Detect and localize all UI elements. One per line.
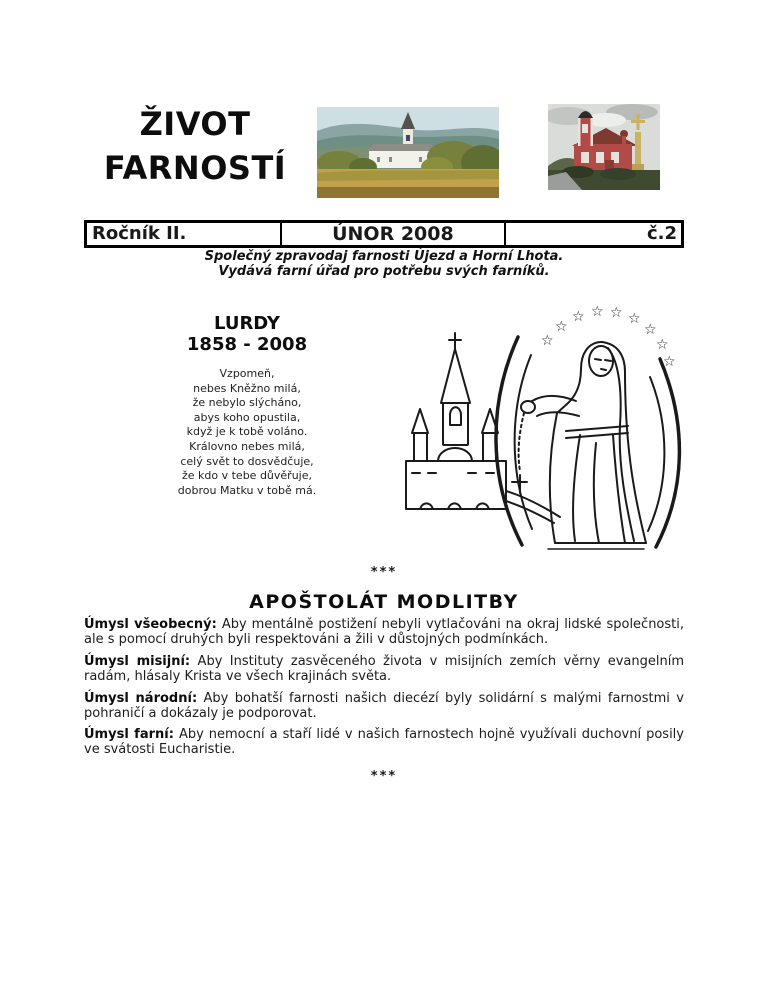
intention-label: Úmysl misijní: xyxy=(84,653,191,669)
intention-text: Aby Instituty zasvěceného života v misijních zemích věrny evangelním radám, hlásaly Krista ve všech krajinách světa. xyxy=(84,653,684,684)
poem-line: celý svět to dosvědčuje, xyxy=(180,454,314,468)
svg-text:☆: ☆ xyxy=(610,305,623,321)
svg-text:☆: ☆ xyxy=(555,319,568,335)
masthead-issue-number: č.2 xyxy=(646,223,677,244)
madonna-of-lourdes-illustration xyxy=(398,303,688,561)
section-separator: *** xyxy=(370,769,398,784)
poem-line: nebes Kněžno milá, xyxy=(193,381,301,395)
parish-landscape-photo xyxy=(317,107,499,198)
landscape-photo-drawing xyxy=(317,107,499,198)
madonna-figure xyxy=(512,342,646,549)
lourdes-title-line2: 1858 - 2008 xyxy=(186,334,308,355)
prayer-intentions xyxy=(84,618,684,765)
poem-line: že nebylo slýcháno, xyxy=(192,396,302,410)
masthead-subtitle xyxy=(84,249,684,279)
intention-general xyxy=(84,618,684,648)
svg-text:☆: ☆ xyxy=(591,304,604,320)
lourdes-title-line1: LURDY xyxy=(214,313,280,334)
svg-text:☆: ☆ xyxy=(628,311,641,327)
intention-label: Úmysl všeobecný: xyxy=(84,617,217,632)
red-church-drawing xyxy=(548,104,660,190)
intention-text: Aby nemocní a staří lidé v našich farnostech hojně využívali duchovní posily ve svátosti Eucharistie. xyxy=(84,727,684,758)
intention-text: Aby bohatší farnosti našich diecézí byly solidární s malými farnostmi v pohraničí a dokázaly je podporovat. xyxy=(84,690,684,721)
lourdes-poem xyxy=(102,367,392,498)
poem-line: abys koho opustila, xyxy=(193,410,301,424)
masthead-subtitle-line1: Společný zpravodaj farnosti Újezd a Horní Lhota. xyxy=(204,249,564,264)
svg-text:☆: ☆ xyxy=(572,309,585,325)
aura-arcs xyxy=(496,337,679,547)
madonna-lourdes-drawing xyxy=(398,303,688,561)
masthead-month: ÚNOR 2008 xyxy=(280,223,506,245)
poem-line: že kdo v tebe důvěřuje, xyxy=(182,469,312,483)
lourdes-basilica-drawing xyxy=(406,333,560,523)
lourdes-section-title xyxy=(102,313,392,355)
svg-text:☆: ☆ xyxy=(644,322,657,338)
newsletter-title-line2: FARNOSTÍ xyxy=(103,149,287,187)
intention-label: Úmysl národní: xyxy=(84,690,198,706)
poem-line: dobrou Matku v tobě má. xyxy=(177,483,317,497)
poem-line: když je k tobě voláno. xyxy=(186,425,308,439)
intention-label: Úmysl farní: xyxy=(84,727,174,743)
svg-text:☆: ☆ xyxy=(663,354,676,370)
section-separator: *** xyxy=(370,565,398,580)
red-church-photo xyxy=(548,104,660,190)
intention-national xyxy=(84,692,684,722)
intention-text: Aby mentálně postižení nebyli vytlačováni na okraj lidské společnosti, ale s pomocí druhých byli respektováni a žili v důstojných podmínkách. xyxy=(84,617,685,647)
newsletter-title-line1: ŽIVOT xyxy=(139,105,251,143)
svg-text:☆: ☆ xyxy=(656,337,669,353)
svg-text:☆: ☆ xyxy=(541,333,554,349)
poem-line: Královno nebes milá, xyxy=(189,439,305,453)
masthead-subtitle-line2: Vydává farní úřad pro potřebu svých farníků. xyxy=(218,264,550,279)
newsletter-title xyxy=(84,102,306,190)
poem-line: Vzpomeň, xyxy=(219,367,275,380)
intention-mission xyxy=(84,655,684,685)
intention-parish xyxy=(84,728,684,758)
apostolate-heading: APOŠTOLÁT MODLITBY xyxy=(249,591,519,613)
masthead-table xyxy=(84,220,684,248)
masthead-volume: Ročník II. xyxy=(92,223,187,244)
